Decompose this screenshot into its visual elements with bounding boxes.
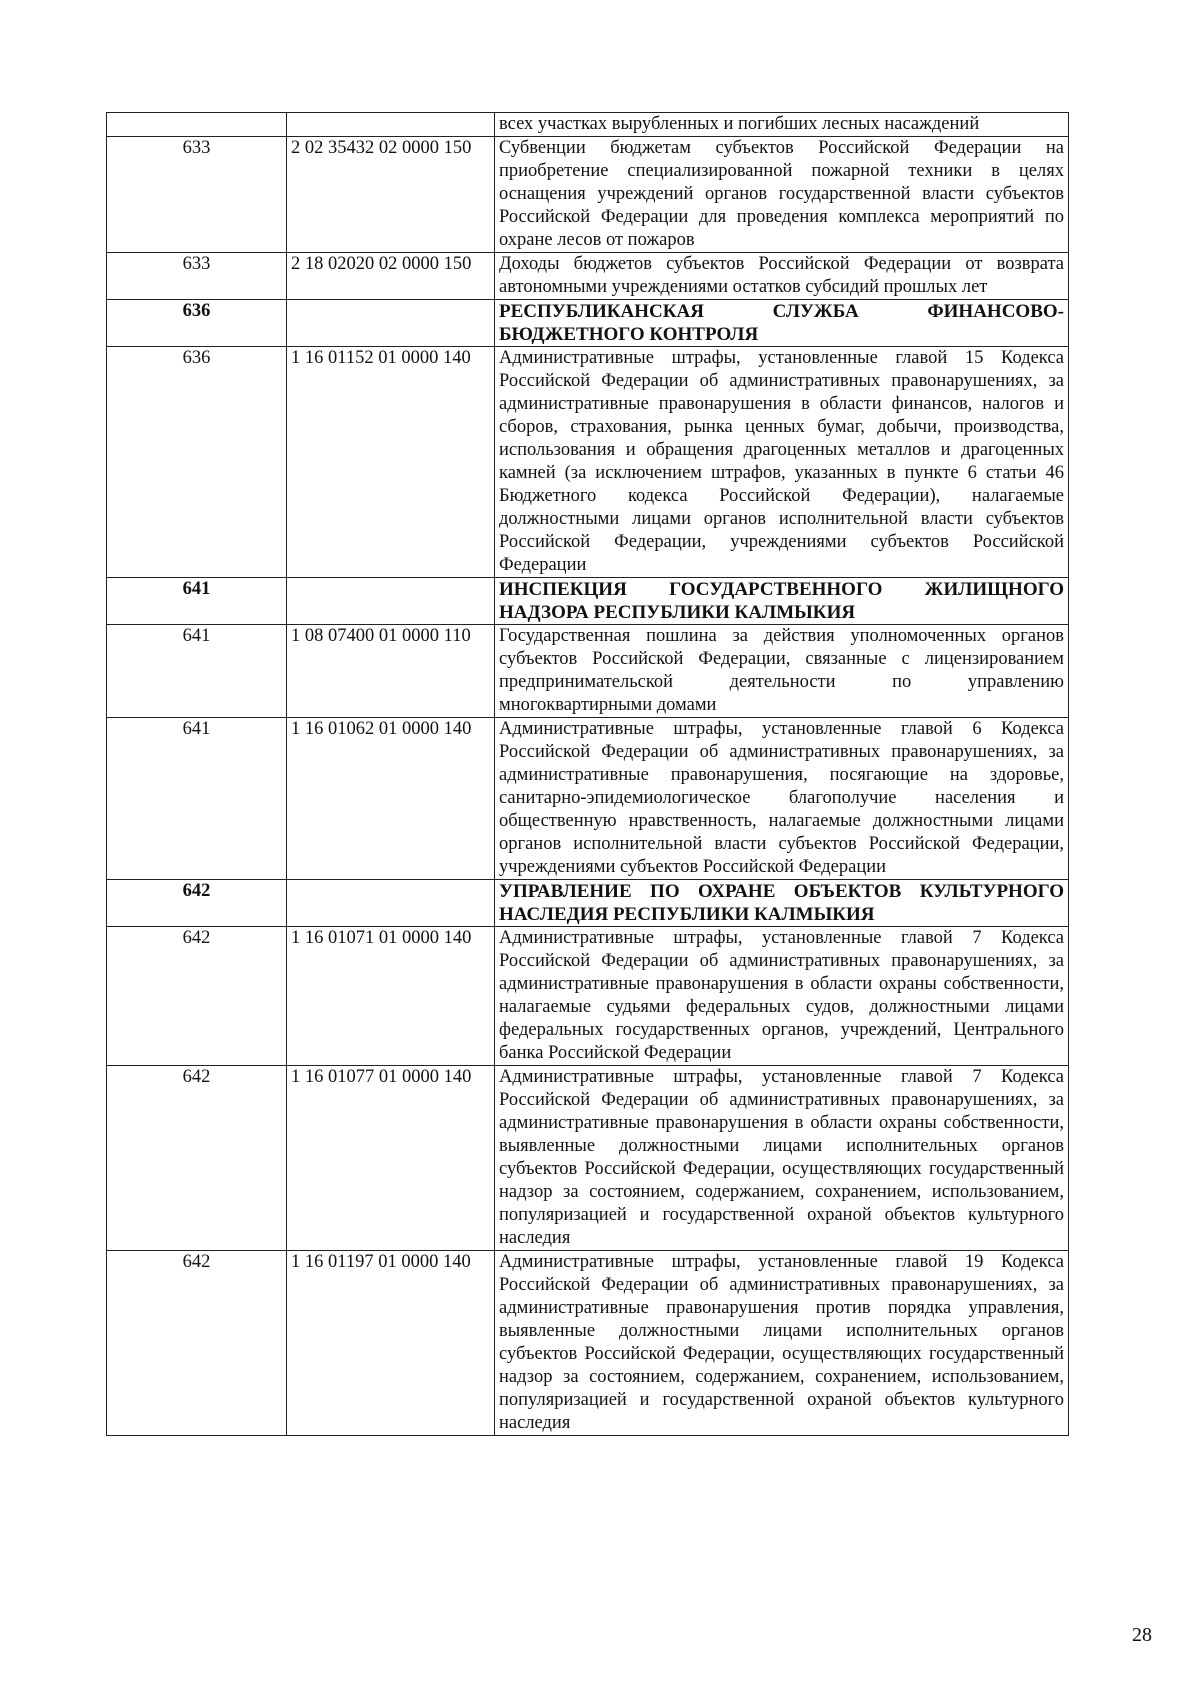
admin-code-cell: 642 <box>107 1251 287 1436</box>
description-cell: УПРАВЛЕНИЕ ПО ОХРАНЕ ОБЪЕКТОВ КУЛЬТУРНОГО НАСЛЕДИЯ РЕСПУБЛИКИ КАЛМЫКИЯ <box>495 880 1069 927</box>
budget-code-cell <box>287 578 495 625</box>
budget-code-cell <box>287 113 495 137</box>
table-row <box>107 113 1069 137</box>
table-row <box>107 253 1069 300</box>
table-row <box>107 578 1069 625</box>
table-row <box>107 718 1069 880</box>
budget-code-cell: 1 16 01077 01 0000 140 <box>287 1066 495 1251</box>
admin-code-cell: 636 <box>107 347 287 578</box>
description-cell: Государственная пошлина за действия уполномоченных органов субъектов Российской Федерации, связанные с лицензированием предпринимательской деятельности по управлению многоквартирными домами <box>495 625 1069 718</box>
description-cell: всех участках вырубленных и погибших лесных насаждений <box>495 113 1069 137</box>
budget-code-cell: 1 08 07400 01 0000 110 <box>287 625 495 718</box>
admin-code-cell <box>107 113 287 137</box>
budget-code-cell: 1 16 01071 01 0000 140 <box>287 927 495 1066</box>
admin-code-cell: 641 <box>107 578 287 625</box>
table-row <box>107 1066 1069 1251</box>
table-row <box>107 880 1069 927</box>
page-number: 28 <box>1132 1624 1152 1646</box>
admin-code-cell: 636 <box>107 300 287 347</box>
description-cell: Административные штрафы, установленные главой 7 Кодекса Российской Федерации об административных правонарушениях, за административные правонарушения в области охраны собственности, выявленные должностными лицами исполнительных органов субъектов Российской Федерации, осуществляющих государственный надзор за состоянием, содержанием, сохранением, использованием, популяризацией и государственной охраной объектов культурного наследия <box>495 1066 1069 1251</box>
description-cell: Административные штрафы, установленные главой 6 Кодекса Российской Федерации об административных правонарушениях, за административные правонарушения, посягающие на здоровье, санитарно-эпидемиологическое благополучие населения и общественную нравственность, налагаемые должностными лицами органов исполнительной власти субъектов Российской Федерации, учреждениями субъектов Российской Федерации <box>495 718 1069 880</box>
budget-code-cell: 1 16 01152 01 0000 140 <box>287 347 495 578</box>
table-row <box>107 137 1069 253</box>
admin-code-cell: 642 <box>107 1066 287 1251</box>
description-cell: ИНСПЕКЦИЯ ГОСУДАРСТВЕННОГО ЖИЛИЩНОГО НАДЗОРА РЕСПУБЛИКИ КАЛМЫКИЯ <box>495 578 1069 625</box>
table-body <box>107 113 1069 1436</box>
table-row <box>107 347 1069 578</box>
admin-code-cell: 642 <box>107 927 287 1066</box>
budget-code-cell: 1 16 01197 01 0000 140 <box>287 1251 495 1436</box>
description-cell: РЕСПУБЛИКАНСКАЯ СЛУЖБА ФИНАНСОВО-БЮДЖЕТНОГО КОНТРОЛЯ <box>495 300 1069 347</box>
description-cell: Административные штрафы, установленные главой 19 Кодекса Российской Федерации об административных правонарушениях, за административные правонарушения против порядка управления, выявленные должностными лицами исполнительных органов субъектов Российской Федерации, осуществляющих государственный надзор за состоянием, содержанием, сохранением, использованием, популяризацией и государственной охраной объектов культурного наследия <box>495 1251 1069 1436</box>
budget-code-cell: 2 02 35432 02 0000 150 <box>287 137 495 253</box>
table-row <box>107 1251 1069 1436</box>
table-row <box>107 300 1069 347</box>
description-cell: Доходы бюджетов субъектов Российской Федерации от возврата автономными учреждениями остатков субсидий прошлых лет <box>495 253 1069 300</box>
table-row <box>107 625 1069 718</box>
budget-code-cell <box>287 300 495 347</box>
description-cell: Административные штрафы, установленные главой 15 Кодекса Российской Федерации об административных правонарушениях, за административные правонарушения в области финансов, налогов и сборов, страхования, рынка ценных бумаг, добычи, производства, использования и обращения драгоценных металлов и драгоценных камней (за исключением штрафов, указанных в пункте 6 статьи 46 Бюджетного кодекса Российской Федерации), налагаемые должностными лицами органов исполнительной власти субъектов Российской Федерации, учреждениями субъектов Российской Федерации <box>495 347 1069 578</box>
budget-code-cell: 2 18 02020 02 0000 150 <box>287 253 495 300</box>
admin-code-cell: 642 <box>107 880 287 927</box>
admin-code-cell: 641 <box>107 625 287 718</box>
admin-code-cell: 633 <box>107 137 287 253</box>
admin-code-cell: 633 <box>107 253 287 300</box>
budget-code-cell <box>287 880 495 927</box>
admin-code-cell: 641 <box>107 718 287 880</box>
budget-code-cell: 1 16 01062 01 0000 140 <box>287 718 495 880</box>
description-cell: Административные штрафы, установленные главой 7 Кодекса Российской Федерации об административных правонарушениях, за административные правонарушения в области охраны собственности, налагаемые судьями федеральных судов, должностными лицами федеральных государственных органов, учреждений, Центрального банка Российской Федерации <box>495 927 1069 1066</box>
table-row <box>107 927 1069 1066</box>
description-cell: Субвенции бюджетам субъектов Российской Федерации на приобретение специализированной пожарной техники в целях оснащения учреждений органов государственной власти субъектов Российской Федерации для проведения комплекса мероприятий по охране лесов от пожаров <box>495 137 1069 253</box>
revenue-codes-table <box>106 112 1069 1436</box>
